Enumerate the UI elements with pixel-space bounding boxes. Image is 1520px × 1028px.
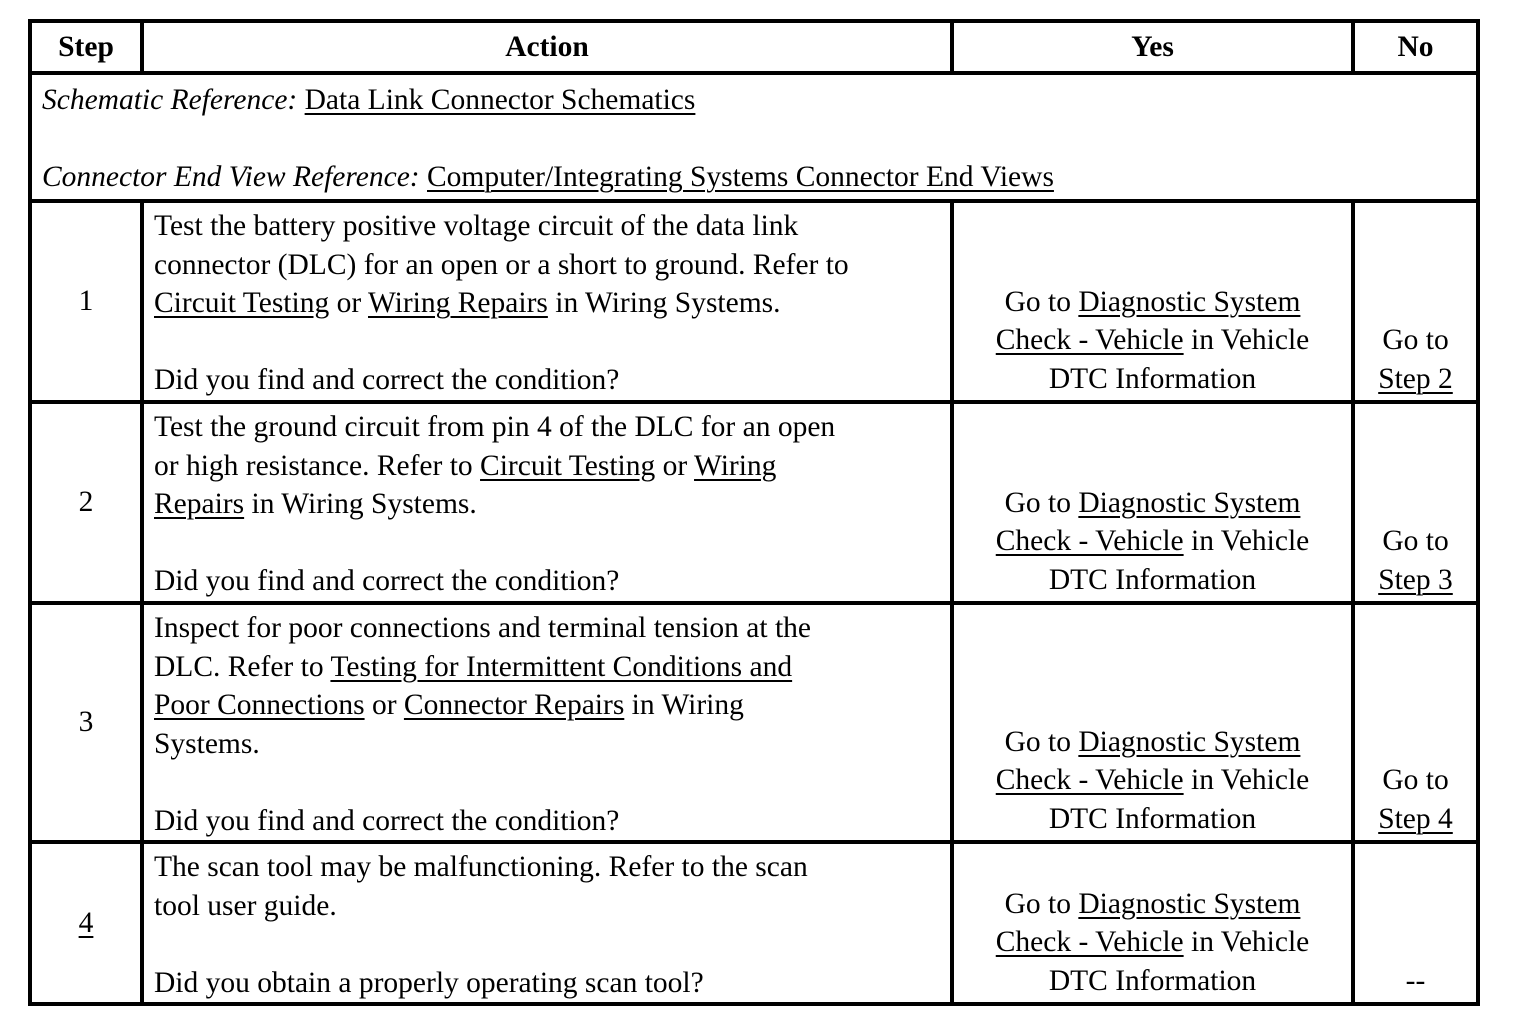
no-cell: Go to Step 3: [1353, 402, 1478, 603]
yes-cell: Go to Diagnostic System Check - Vehicle in Vehicle DTC Information: [952, 201, 1353, 402]
go-to-step-2-link[interactable]: Step 2: [1378, 362, 1453, 395]
connector-reference-label: Connector End View Reference:: [42, 160, 420, 193]
schematic-reference-label: Schematic Reference:: [42, 84, 298, 116]
circuit-testing-link[interactable]: Circuit Testing: [480, 449, 656, 482]
reference-cell: [30, 73, 1478, 201]
schematic-reference-link[interactable]: Data Link Connector Schematics: [304, 84, 696, 116]
diagnostic-system-check-link[interactable]: Check - Vehicle: [995, 926, 1184, 958]
no-cell: --: [1353, 842, 1478, 1004]
intermittent-conditions-link[interactable]: Testing for Intermittent Conditions and: [330, 650, 793, 683]
diagnostic-system-check-link[interactable]: Check - Vehicle: [995, 764, 1184, 796]
table-row: [30, 201, 1478, 402]
step-number: 4: [30, 842, 142, 1004]
intermittent-conditions-link[interactable]: Poor Connections: [154, 689, 365, 721]
action-cell: Inspect for poor connections and terminal tension at the DLC. Refer to Testing for Intermittent Conditions and Poor Connections or Connector Repairs in Wiring Systems. Did you find and correct the condition?: [142, 603, 952, 842]
yes-cell: Go to Diagnostic System Check - Vehicle in Vehicle DTC Information: [952, 842, 1353, 1004]
table-row: [30, 842, 1478, 1004]
header-step: Step: [30, 21, 142, 73]
action-question: Did you find and correct the condition?: [154, 565, 620, 597]
diagnostic-table: [28, 19, 1480, 1006]
action-cell: Test the ground circuit from pin 4 of the DLC for an open or high resistance. Refer to Circuit Testing or Wiring Repairs in Wiring Systems. Did you find and correct the condition?: [142, 402, 952, 603]
connector-reference-link[interactable]: Computer/Integrating Systems Connector End Views: [427, 160, 1054, 193]
yes-cell: Go to Diagnostic System Check - Vehicle in Vehicle DTC Information: [952, 402, 1353, 603]
diagnostic-system-check-link[interactable]: Diagnostic System: [1078, 725, 1301, 758]
wiring-repairs-link[interactable]: Repairs: [154, 488, 245, 520]
diagnostic-system-check-link[interactable]: Diagnostic System: [1078, 887, 1301, 920]
action-cell: Test the battery positive voltage circuit of the data link connector (DLC) for an open or a short to ground. Refer to Circuit Testing or Wiring Repairs in Wiring Systems. Did you find and correct the condition?: [142, 201, 952, 402]
table-row: [30, 603, 1478, 842]
no-cell: Go to Step 2: [1353, 201, 1478, 402]
table-row: [30, 402, 1478, 603]
header-row: [30, 21, 1478, 73]
action-cell: The scan tool may be malfunctioning. Refer to the scan tool user guide. Did you obtain a properly operating scan tool?: [142, 842, 952, 1004]
step-number: 2: [30, 402, 142, 603]
wiring-repairs-link[interactable]: Wiring: [694, 449, 777, 482]
step-number: 1: [30, 201, 142, 402]
wiring-repairs-link[interactable]: Wiring Repairs: [368, 287, 548, 319]
action-question: Did you obtain a properly operating scan tool?: [154, 966, 704, 999]
go-to-step-4-link[interactable]: Step 4: [1378, 802, 1453, 835]
circuit-testing-link[interactable]: Circuit Testing: [154, 287, 330, 319]
go-to-step-3-link[interactable]: Step 3: [1378, 563, 1453, 596]
yes-cell: Go to Diagnostic System Check - Vehicle in Vehicle DTC Information: [952, 603, 1353, 842]
connector-repairs-link[interactable]: Connector Repairs: [403, 689, 625, 721]
header-action: Action: [142, 21, 952, 73]
action-question: Did you find and correct the condition?: [154, 364, 620, 396]
diagnostic-system-check-link[interactable]: Diagnostic System: [1078, 486, 1301, 519]
diagnostic-system-check-link[interactable]: Diagnostic System: [1078, 285, 1301, 318]
action-question: Did you find and correct the condition?: [154, 804, 620, 837]
no-cell: Go to Step 4: [1353, 603, 1478, 842]
step-number: 3: [30, 603, 142, 842]
diagnostic-system-check-link[interactable]: Check - Vehicle: [995, 324, 1184, 356]
header-no: No: [1353, 21, 1478, 73]
reference-row: [30, 73, 1478, 201]
header-yes: Yes: [952, 21, 1353, 73]
diagnostic-system-check-link[interactable]: Check - Vehicle: [995, 525, 1184, 557]
